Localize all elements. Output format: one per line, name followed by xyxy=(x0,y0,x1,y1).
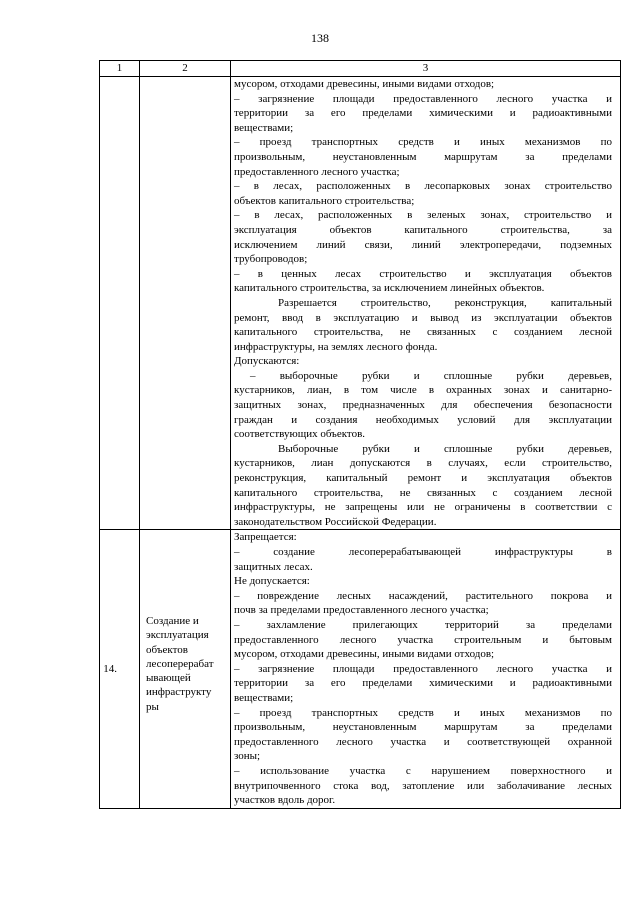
restrictions-text xyxy=(234,530,612,807)
table-row xyxy=(100,77,621,530)
text-line: – создание лесоперерабатывающей инфраструктуры в xyxy=(234,546,612,558)
text-line: предоставленного лесного участка и соответствующей охранной xyxy=(234,735,612,748)
row-text-cell xyxy=(231,77,621,530)
text-line: – загрязнение площади предоставленного лесного участка и xyxy=(234,92,612,105)
text-line: граждан и создания необходимых условий для эксплуатации xyxy=(234,413,612,426)
text-line: реконструкция, капитальный ремонт и эксплуатация объектов xyxy=(234,472,612,485)
text-line: – в лесах, расположенных в зеленых зонах, строительство и xyxy=(234,209,612,222)
text-line: мусором, отходами древесины, иными видами отходов; xyxy=(234,78,495,90)
text-line: – проезд транспортных средств и иных механизмов по xyxy=(234,136,612,149)
row-number-cell xyxy=(100,77,140,530)
page-number: 138 xyxy=(311,31,329,45)
text-line: капитального строительства, за исключением линейных объектов. xyxy=(234,282,545,295)
text-line: – загрязнение площади предоставленного лесного участка и xyxy=(234,662,612,675)
text-line: капитального строительства, не связанных с созданием лесной xyxy=(234,486,612,499)
text-line: – выборочные рубки и сплошные рубки деревьев, xyxy=(250,369,612,382)
text-line: – проезд транспортных средств и иных механизмов по xyxy=(234,706,612,719)
header-col-2: 2 xyxy=(140,61,231,77)
text-line: Не допускается: xyxy=(234,575,310,588)
text-line: трубопроводов; xyxy=(234,253,308,266)
row-number-cell: 14. xyxy=(100,530,140,808)
text-line: зоны; xyxy=(234,750,261,763)
regulations-table xyxy=(99,60,621,809)
text-line: инфраструктуры, на землях лесного фонда. xyxy=(234,340,438,353)
text-line: веществами; xyxy=(234,121,294,134)
header-col-3: 3 xyxy=(231,61,621,77)
text-line: инфраструктуры, не запрещены или не ограничены в соответствии с xyxy=(234,501,612,514)
text-line: предоставленного лесного участка; xyxy=(234,165,400,178)
text-line: участков вдоль дорог. xyxy=(234,794,336,807)
text-line: территории за его пределами химическими и радиоактивными xyxy=(234,677,612,690)
row-text-cell xyxy=(231,530,621,808)
table-row xyxy=(100,530,621,808)
text-line: – повреждение лесных насаждений, растительного покрова и xyxy=(234,589,612,602)
header-col-1: 1 xyxy=(100,61,140,77)
text-line: Запрещается: xyxy=(234,531,297,544)
text-line: кустарников, лиан, в том числе в охранных зонах и санитарно- xyxy=(234,384,612,397)
text-line: объектов капитального строительства; xyxy=(234,194,415,207)
text-line: – использование участка с нарушением поверхностного и xyxy=(234,764,612,777)
name-line: лесоперерабат xyxy=(146,657,214,670)
text-line: кустарников, лиан допускаются в случаях, если строительство, xyxy=(234,457,612,470)
text-line: – захламление прилегающих территорий за пределами xyxy=(234,618,612,631)
text-line: эксплуатация объектов капитального строительства, за xyxy=(234,223,612,236)
restrictions-text xyxy=(234,77,612,529)
text-line: территории за его пределами химическими и радиоактивными xyxy=(234,107,612,120)
text-line: – в ценных лесах строительство и эксплуатация объектов xyxy=(234,267,612,280)
name-line: Создание и xyxy=(146,615,199,627)
row-name-cell xyxy=(140,530,231,808)
text-line: веществами; xyxy=(234,691,294,704)
name-line: ывающей xyxy=(146,672,191,685)
text-line: соответствующих объектов. xyxy=(234,428,366,441)
text-line: защитных зонах, предназначенных для обеспечения безопасности xyxy=(234,399,612,412)
text-line: защитных лесах. xyxy=(234,560,313,573)
text-line: произвольным, неустановленным маршрутам за пределами xyxy=(234,721,612,734)
text-line: исключением линий связи, линий электропередачи, подземных xyxy=(234,238,612,251)
activity-name xyxy=(146,614,230,714)
name-line: объектов xyxy=(146,643,188,656)
text-line: мусором, отходами древесины, иными видами отходов; xyxy=(234,648,495,661)
name-line: ры xyxy=(146,700,159,713)
text-line: капитального строительства, не связанных с созданием лесной xyxy=(234,326,612,339)
text-line: ремонт, ввод в эксплуатацию и вывод из эксплуатации объектов xyxy=(234,311,612,324)
row-name-cell xyxy=(140,77,231,530)
name-line: инфраструкту xyxy=(146,686,212,699)
text-line: – в лесах, расположенных в лесопарковых зонах строительство xyxy=(234,180,612,193)
text-line: Разрешается строительство, реконструкция, капитальный xyxy=(278,296,612,309)
text-line: Выборочные рубки и сплошные рубки деревьев, xyxy=(278,442,612,455)
text-line: предоставленного лесного участка строительным и бытовым xyxy=(234,633,612,646)
name-line: эксплуатация xyxy=(146,629,209,642)
text-line: законодательством Российской Федерации. xyxy=(234,515,437,528)
text-line: почв за пределами предоставленного лесного участка; xyxy=(234,604,489,617)
text-line: Допускаются: xyxy=(234,355,300,368)
table-header-row xyxy=(100,61,621,77)
text-line: произвольным, неустановленным маршрутам за пределами xyxy=(234,150,612,163)
text-line: внутрипочвенного стока вод, затопление или заболачивание лесных xyxy=(234,779,612,792)
